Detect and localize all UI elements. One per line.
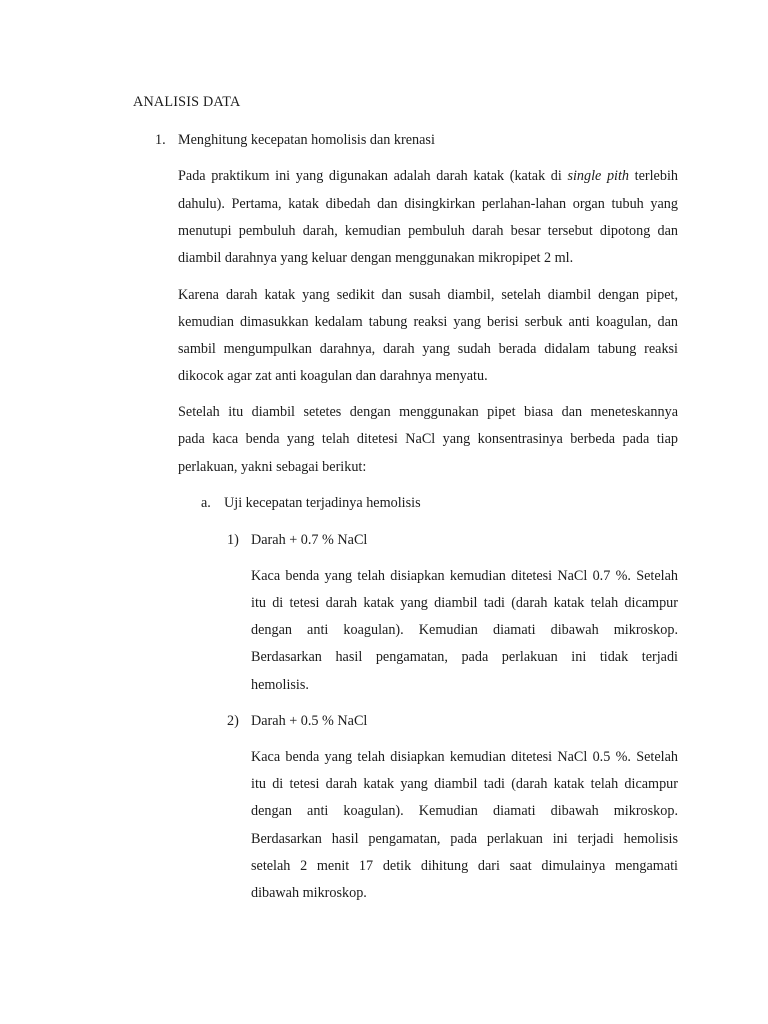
page-title: ANALISIS DATA [133, 94, 241, 110]
paragraph-2-line-1: Karena darah katak yang sedikit dan susah diambil, setelah diambil dengan pipet, [178, 287, 678, 303]
paragraph-1-line-2: dahulu). Pertama, katak dibedah dan disingkirkan perlahan-lahan organ tubuh yang [178, 196, 678, 212]
item-2-line-6: dibawah mikroskop. [251, 885, 367, 901]
paragraph-3-line-3: perlakuan, yakni sebagai berikut: [178, 459, 367, 475]
list-item-title: Darah + 0.5 % NaCl [251, 713, 368, 729]
list-item-marker: 1) [227, 532, 239, 548]
paragraph-2-line-4: dikocok agar zat anti koagulan dan darahnya menyatu. [178, 368, 488, 384]
paragraph-3-line-1: Setelah itu diambil setetes dengan menggunakan pipet biasa dan meneteskannya [178, 404, 678, 420]
text-run: terlebih [629, 168, 678, 184]
subsection-marker: a. [201, 495, 211, 511]
list-item-title: Darah + 0.7 % NaCl [251, 532, 368, 548]
item-2-line-4: Berdasarkan hasil pengamatan, pada perlakuan ini terjadi hemolisis [251, 831, 678, 847]
item-2-line-2: itu di tetesi darah katak yang diambil tadi (darah katak telah dicampur [251, 776, 678, 792]
paragraph-2-line-3: sambil mengumpulkan darahnya, darah yang sudah berada didalam tabung reaksi [178, 341, 678, 357]
text-run: Pada praktikum ini yang digunakan adalah darah katak (katak di [178, 168, 568, 184]
subsection-title: Uji kecepatan terjadinya hemolisis [224, 495, 421, 511]
paragraph-3-line-2: pada kaca benda yang telah ditetesi NaCl yang konsentrasinya berbeda pada tiap [178, 431, 678, 447]
paragraph-2-line-2: kemudian dimasukkan kedalam tabung reaksi yang berisi serbuk anti koagulan, dan [178, 314, 678, 330]
item-1-line-1: Kaca benda yang telah disiapkan kemudian ditetesi NaCl 0.7 %. Setelah [251, 568, 678, 584]
item-1-line-5: hemolisis. [251, 677, 309, 693]
item-2-line-3: dengan anti koagulan). Kemudian diamati dibawah mikroskop. [251, 803, 678, 819]
item-1-line-4: Berdasarkan hasil pengamatan, pada perlakuan ini tidak terjadi [251, 649, 678, 665]
list-item-marker: 2) [227, 713, 239, 729]
item-1-line-2: itu di tetesi darah katak yang diambil tadi (darah katak telah dicampur [251, 595, 678, 611]
item-1-line-3: dengan anti koagulan). Kemudian diamati dibawah mikroskop. [251, 622, 678, 638]
paragraph-1-line-4: diambil darahnya yang keluar dengan menggunakan mikropipet 2 ml. [178, 250, 574, 266]
section-number: 1. [155, 132, 166, 148]
paragraph-1-line-3: menutupi pembuluh darah, kemudian pembuluh darah besar tersebut dipotong dan [178, 223, 678, 239]
italic-term: single pith [567, 168, 630, 184]
section-title: Menghitung kecepatan homolisis dan krenasi [178, 132, 435, 148]
item-2-line-1: Kaca benda yang telah disiapkan kemudian ditetesi NaCl 0.5 %. Setelah [251, 749, 678, 765]
item-2-line-5: setelah 2 menit 17 detik dihitung dari saat dimulainya mengamati [251, 858, 678, 874]
paragraph-1-line-1 [178, 167, 678, 185]
